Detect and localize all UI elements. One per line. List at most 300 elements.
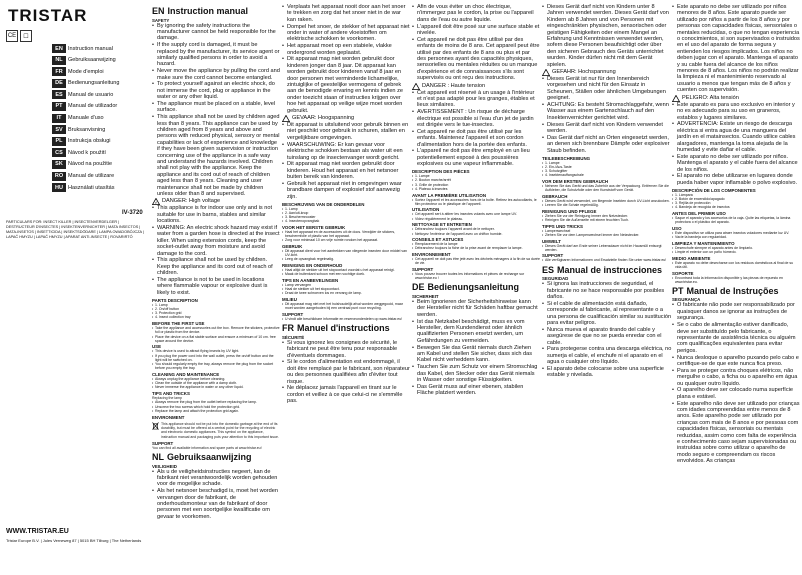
language-index-item: [52, 159, 152, 170]
fr-small-sections: [412, 169, 540, 280]
list-item: • O aparelho deve ser colocado numa superfície plana e estável.: [672, 387, 800, 400]
list-item: • Dit apparaat is uitsluitend voor gebruik binnen en niet geschikt voor gebruik in schuren, stallen en vergelijkbare omgevingen.: [282, 122, 410, 141]
list-item: • Maak de buitenkant schoon met een vochtige doek.: [282, 272, 410, 276]
subheading: VOR DEM ERSTEN GEBRAUCH: [542, 178, 609, 184]
small-list: [282, 207, 410, 224]
list-item: • Dieses Gerät darf nicht von Kindern unter 8 Jahren verwendet werden. Dieses Gerät darf von Kindern ab 8 Jahren und von Personen mit eingeschränkten physischen, sensorischen oder geistigen Fähigkeiten oder einem Mangel an Erfahrung und Kenntnissen verwendet werden, sofern diese Personen beaufsichtigt oder über den sicheren Gebrauch des Geräts unterrichtet wurden. Kinder dürfen nicht mit dem Gerät spielen.: [542, 4, 672, 68]
language-index-item: [52, 66, 152, 77]
subheading: SUPPORT: [412, 267, 434, 273]
flag-icon: DE: [52, 79, 66, 88]
ce-mark-icon: CE: [6, 30, 18, 42]
language-label: Bedienungsanleitung: [68, 80, 120, 87]
list-item: • 3. Rejilla de protección: [672, 201, 800, 205]
subheading: VOOR HET EERSTE GEBRUIK: [282, 224, 346, 230]
flag-icon: FR: [52, 67, 66, 76]
subheading-before: BEFORE THE FIRST USE: [152, 321, 205, 327]
list-item: • Leeg de opvangbak regelmatig.: [282, 257, 410, 261]
flag-icon: EN: [52, 44, 66, 53]
flag-icon: ES: [52, 90, 66, 99]
list-item: • WARNING: An electric shock hazard may exist if water from a garden hose is directed at the insect killer. When using extension cords, keep the socket-outlet away from moisture and avoid damage to the cord.: [152, 225, 280, 257]
small-list: [542, 258, 672, 262]
flag-icon: PT: [52, 102, 66, 111]
de-small-sections: [542, 156, 672, 263]
list-item: • Gebruik het apparaat niet in omgevingen waar brandbare dampen of explosief stof aanwezig zijn.: [282, 181, 410, 200]
language-index-item: [52, 78, 152, 89]
list-item: • Das Gerät darf nicht an Orten eingesetzt werden, an denen sich brennbare Dämpfe oder explosiver Staub befinden.: [542, 135, 672, 154]
column-5: [672, 4, 800, 572]
nl-safety-list: [152, 469, 280, 521]
language-label: Manual de utilizare: [68, 173, 115, 180]
list-item: • If the supply cord is damaged, it must be replaced by the manufacturer, its service agent or similarly qualified persons in order to avoid a hazard.: [152, 42, 280, 68]
list-item: • Das Gerät muss auf einer ebenen, stabilen Fläche platziert werden.: [412, 384, 540, 397]
section-heading-pt: [672, 286, 800, 296]
list-item: • Replace the lamp and attach the protection grid again.: [152, 409, 280, 413]
subheading: CONSEILS ET ASTUCES: [412, 237, 464, 243]
list-item: • Para se proteger contra choques elétricos, não mergulhe o cabo, a ficha ou o aparelho em água ou qualquer outro líquido.: [672, 368, 800, 387]
nl-safety-list-cont: [282, 4, 410, 114]
list-item: • Lampenwechsel: [542, 229, 672, 233]
subheading: SUPPORT: [282, 312, 304, 318]
list-item: • Nettoyez l'extérieur de l'appareil avec un chiffon humide.: [412, 232, 540, 236]
warning-text: PELIGRO: Alta tensión: [682, 94, 739, 101]
language-index-item: [52, 171, 152, 182]
subheading: GEBRUIK: [282, 244, 303, 250]
list-item: • Vacíe la bandeja con regularidad.: [672, 235, 800, 239]
environment-text: This appliance should not be put into the domestic garbage at the end of its durability, but must be offered at a central point for the recycling of electric and electronic domestic appliances. This symbol on the appliance, instruction manual and packaging puts your attention to this important issue.: [161, 421, 279, 439]
es-safety-list: [542, 281, 672, 379]
list-item: • Dompel het snoer, de stekker of het apparaat niet onder in water of andere vloeistoffen om elektrische schokken te voorkomen.: [282, 24, 410, 43]
small-list: [282, 317, 410, 321]
list-item: • Alle verfügbaren Informationen und Ersatzteile finden Sie unter www.tristar.eu!: [542, 258, 672, 262]
subheading: MILIEU: [282, 297, 297, 303]
list-item: • Reinigen Sie die Außenseite mit einem feuchten Tuch.: [542, 218, 672, 222]
list-item: • 1. Lámpara: [672, 193, 800, 197]
list-item: • Dieses Gerät wird verwendet, um fliegende Insekten durch UV-Licht anzulocken.: [542, 199, 672, 203]
language-index-item: [52, 136, 152, 147]
high-voltage-warning: [542, 69, 672, 76]
language-index-item: [52, 182, 152, 193]
safety-list: [152, 23, 280, 198]
small-list: [412, 257, 540, 265]
flag-icon: RO: [52, 172, 66, 181]
list-item: • Dit apparaat mag niet worden gebruikt door kinderen jonger dan 8 jaar. Dit apparaat kan worden gebruikt door kinderen vanaf 8 jaar en door personen met verminderde lichamelijke, zintuiglijke of geestelijke vermogens of gebrek aan de benodigde ervaring en kennis indien ze onder toezicht staan of instructies krijgen over hoe het apparaat op veilige wijze moet worden gebruikt.: [282, 56, 410, 114]
subheading-safety: SEGURANÇA: [672, 297, 701, 303]
subheading: GEBRAUCH: [542, 193, 568, 199]
flag-icon: SK: [52, 160, 66, 169]
subheading-environment: ENVIRONMENT: [152, 414, 185, 420]
small-list: [412, 212, 540, 220]
language-label: Használati utasítás: [68, 184, 115, 191]
list-item: • Dieses Gerät ist nur für den Innenbereich vorgesehen und nicht für den Einsatz in Scheunen, Ställen oder ähnlichen Umgebungen geeignet.: [542, 76, 672, 102]
weee-mark-icon: ☐: [20, 30, 32, 42]
list-item: • By ignoring the safety instructions the manufacturer cannot be held responsible for the damage.: [152, 23, 280, 42]
list-item: • Este dispositivo se utiliza para atraer insectos voladores mediante luz UV.: [672, 231, 800, 235]
list-item: • Place the device on a flat stable surface and ensure a minimum of 10 cm. free space around the device.: [152, 335, 280, 343]
section-heading-en: [152, 6, 280, 16]
list-item: • Cet appareil sert à attirer les insectes volants avec une lampe UV.: [412, 212, 540, 216]
list-item: • 3. Beschermrooster: [282, 215, 410, 219]
subheading-cleaning: CLEANING AND MAINTENANCE: [152, 371, 220, 377]
list-item: • Take the appliance and accessories out the box. Remove the stickers, protective foil or plastic from the device.: [152, 326, 280, 334]
website: WWW.TRISTAR.EU: [6, 528, 69, 535]
language-index-item: [52, 89, 152, 100]
subheading: SOPORTE: [672, 270, 694, 276]
fr-safety-list: [282, 340, 410, 405]
list-item: • Este aparato no debe ser utilizado por niños menores de 8 años. Este aparato puede ser utilizado por niños a partir de los 8 años y por personas con capacidades físicas, sensoriales o mentales reducidas, o que no tengan experiencia o conocimientos, si son supervisados o instruidos en el uso del aparato de forma segura y entienden los riesgos implicados. Los niños no deben jugar con el aparato. Mantenga el aparato y su cable fuera del alcance de los niños menores de 8 años. Los niños no podrán realizar la limpieza ni el mantenimiento reservado al usuario a menos que tengan más de 8 años y cuenten con supervisión.: [672, 4, 800, 94]
list-item: • WAARSCHUWING: Er kan gevaar voor elektrische schokken bestaan als water uit een tuinslang op de insectenvanger wordt gericht.: [282, 142, 410, 161]
list-item: • Cet appareil ne doit pas être utilisé par des enfants de moins de 8 ans. Cet appareil peut être utilisé par des enfants de 8 ans ou plus et par des personnes ayant des capacités physiques, sensorielles ou mentales réduites ou un manque d'expérience et de connaissances s'ils sont supervisés ou ont reçu des instructions.: [412, 37, 540, 82]
subheading: BESCHRIJVING VAN DE ONDERDELEN: [282, 201, 365, 207]
list-item: • Cet appareil ne doit pas être utilisé par les enfants. Maintenez l'appareil et son cordon d'alimentation hors de la portée des enfants.: [412, 129, 540, 148]
de-safety-list-cont: [542, 4, 672, 68]
list-item: • 1. Lamp: [152, 303, 280, 307]
list-item: • The appliance is not to be used in locations where flammable vapour or explosive dust is likely to exist.: [152, 277, 280, 296]
list-item: • 1. Lampe: [542, 161, 672, 165]
list-item: • Bewegen Sie das Gerät niemals durch Ziehen am Kabel und stellen Sie sicher, dass sich das Kabel nicht verheddern kann.: [412, 345, 540, 364]
list-item: • Verplaats het apparaat nooit door aan het snoer te trekken en zorg dat het snoer niet in de war kan raken.: [282, 4, 410, 23]
tips-list: [152, 400, 280, 413]
list-item: • 3. Protection grid: [152, 311, 280, 315]
flag-icon: HU: [52, 183, 66, 192]
list-item: • 2. On/off button: [152, 307, 280, 311]
small-list: [282, 268, 410, 276]
subheading: AVANT LA PREMIÈRE UTILISATION: [412, 192, 486, 198]
de-safety-list: [412, 299, 540, 397]
environment-row: [152, 422, 280, 440]
flag-icon: CS: [52, 148, 66, 157]
list-item: • Het apparaat moet op een stabiele, vlakke ondergrond worden geplaatst.: [282, 43, 410, 56]
list-item: • This appliance shall not be used by children aged less than 8 years. This appliance can be used by children aged from 8 years and above and persons with reduced physical, sensory or mental capabilities or lack of experience and knowledge if they have been given supervision or instruction concerning use of the appliance in a safe way and understand the hazards involved. Children shall not play with the appliance. Keep the appliance and its cord out of reach of children aged less than 8 years. Cleaning and user maintenance shall not be made by children unless older than 8 and supervised.: [152, 114, 280, 197]
warning-triangle-icon: [152, 198, 160, 205]
language-label: Instrukcja obsługi: [68, 138, 111, 145]
language-code: NL: [152, 452, 164, 463]
list-item: • 2. Bouton marche/arrêt: [412, 178, 540, 182]
heading-title: Manual de Instruções: [686, 285, 779, 296]
subheading: TIPPS UND TRICKS: [542, 223, 583, 229]
list-item: • Saque el aparato y los accesorios de la caja. Quite las etiquetas, la lámina protectora o el plástico del aparato.: [672, 216, 800, 224]
subheading: REINIGING EN ONDERHOUD: [282, 263, 343, 269]
language-index-item: [52, 43, 152, 54]
parts-list: [152, 303, 280, 320]
language-label: Manuale d'uso: [68, 115, 104, 122]
small-list: [412, 174, 540, 191]
flag-icon: NL: [52, 56, 66, 65]
section-heading-fr: [282, 323, 410, 333]
language-code: FR: [282, 323, 294, 334]
list-item: • 1. Lampe: [412, 174, 540, 178]
list-item: • Draai de twee schroeven los en vervang de lamp.: [282, 291, 410, 295]
language-code: EN: [152, 6, 165, 16]
language-code: PT: [672, 285, 684, 296]
list-item: • El aparato no debe utilizarse en lugares donde pueda haber vapor inflamable o polvo explosivo.: [672, 173, 800, 186]
flag-icon: PL: [52, 137, 66, 146]
language-label: Návod na použitie: [68, 161, 113, 168]
column-4: [542, 4, 672, 572]
language-label: Instruction manual: [68, 45, 113, 52]
language-code: ES: [542, 264, 555, 275]
tips-sub: Replacing the lamp: [152, 396, 182, 401]
list-item: • 3. Schutzgitter: [542, 169, 672, 173]
list-item: • Nehmen Sie das Gerät und das Zubehör aus der Verpackung. Entfernen Sie die Aufkleber, die Schutzfolie oder den Kunststoff vom Gerät.: [542, 184, 672, 192]
small-list: [282, 302, 410, 310]
list-item: • Leeren Sie die Schale regelmäßig.: [542, 203, 672, 207]
list-item: • Zorg voor minimaal 10 cm vrije ruimte rondom het apparaat.: [282, 238, 410, 242]
list-item: • 2. Botón de encendido/apagado: [672, 197, 800, 201]
subheading: LIMPIEZA Y MANTENIMIENTO: [672, 240, 735, 246]
list-item: • L'appareil doit être posé sur une surface stable et nivelée.: [412, 24, 540, 37]
language-label: Manual de usuario: [68, 91, 114, 98]
language-index-item: [52, 101, 152, 112]
list-item: • Dit apparaat dient voor het aantrekken van vliegende insecten door middel van UV-licht.: [282, 249, 410, 257]
warning-text: DANGER: High voltage: [162, 198, 221, 205]
subheading: UTILISATION: [412, 207, 440, 213]
list-item: • Lamp vervangen: [282, 283, 410, 287]
heading-title: Instruction manual: [167, 6, 249, 16]
column-2: [282, 4, 410, 572]
nl-safety-list-2: [282, 122, 410, 200]
list-item: • Si ignora las instrucciones de seguridad, el fabricante no se hace responsable por posibles daños.: [542, 281, 672, 300]
section-heading-es: [542, 265, 672, 275]
subheading-safety: SAFETY: [152, 17, 170, 23]
subheading: ENVIRONNEMENT: [412, 252, 451, 258]
list-item: • 4. Plateau à insectes: [412, 187, 540, 191]
warning-triangle-icon: [282, 115, 290, 122]
language-label: Bruksanvisning: [68, 126, 106, 133]
heading-title: Bedienungsanleitung: [427, 282, 520, 293]
subheading-tips: TIPS AND TRICKS: [152, 391, 190, 397]
list-item: • You should regularly empty the tray, always remove the plug from the socket before you empty the tray.: [152, 362, 280, 370]
list-item: • 4. Insectenopvangbak: [282, 219, 410, 223]
section-heading-de: [412, 282, 540, 292]
svg-text:⚡: ⚡: [154, 200, 158, 206]
list-item: • Este aparelho não deve ser utilizado por crianças com idades compreendidas entre menos de 8 anos. Este aparelho pode ser utilizado por crianças com mais de 8 anos e por pessoas com capacidades físicas, sensoriais ou mentais reduzidas, assim como com falta de experiência e conhecimento caso sejam supervisionadas ou instruídas sobre como utilizar o aparelho de modo seguro e compreendam os riscos envolvidos. As crianças: [672, 401, 800, 465]
subheading-use: USE: [152, 344, 162, 350]
small-list: [412, 198, 540, 206]
safety-list-2: [152, 205, 280, 296]
language-label: Mode d'emploi: [68, 68, 104, 75]
list-item: • Ziehen Sie vor dem Lampenwechsel immer den Netzstecker.: [542, 233, 672, 237]
list-item: • Vous pouvez trouver toutes les informations et pièces de rechange sur www.tristar.eu !: [412, 272, 540, 280]
fr-safety-list-cont: [412, 4, 540, 82]
flag-icon: SV: [52, 125, 66, 134]
certification-marks: [6, 30, 32, 42]
es-safety-list-2: [672, 102, 800, 186]
crossed-bin-icon: [152, 422, 159, 430]
list-item: • Este aparato es para uso exclusivo en interior y no es adecuado para su uso en graneros, establos y lugares similares.: [672, 102, 800, 121]
subheading-safety: SEGURIDAD: [542, 276, 569, 282]
language-index-item: [52, 124, 152, 135]
list-item: • 4. Insektenauffangschale: [542, 173, 672, 177]
small-list: [542, 244, 672, 252]
column-1: [152, 4, 280, 572]
cover-column: [0, 0, 152, 575]
list-item: • Débranchez toujours la fiche de la prise avant de remplacer la lampe.: [412, 246, 540, 250]
language-code: DE: [412, 282, 425, 293]
list-item: • Als het netsnoer beschadigd is, moet het worden vervangen door de fabrikant, de onderhoudsmonteur van de fabrikant of door personen met een soortgelijke kwalificatie om gevaar te voorkomen.: [152, 488, 280, 520]
list-item: • Als u de veiligheidsinstructies negeert, kan de fabrikant niet verantwoordelijk worden gehouden voor de mogelijke schade.: [152, 469, 280, 488]
small-list: [672, 216, 800, 224]
high-voltage-warning: [672, 95, 800, 102]
small-list: [412, 272, 540, 280]
high-voltage-warning: [412, 83, 540, 90]
list-item: • Encontrará toda la información disponible y las piezas de repuesto en www.tristar.eu.: [672, 276, 800, 284]
pt-safety-list: [672, 302, 800, 464]
warning-triangle-icon: [542, 69, 550, 76]
subheading: SUPPORT: [542, 253, 564, 259]
subheading-parts: PARTS DESCRIPTION: [152, 297, 198, 303]
list-item: • Desenchufe siempre el aparato antes de limpiarlo.: [672, 246, 800, 250]
flag-icon: IT: [52, 114, 66, 123]
list-item: • 2. Aan/uit-knop: [282, 211, 410, 215]
es-small-sections: [672, 188, 800, 284]
list-item: • This device is used to attract flying insects by UV light.: [152, 349, 280, 353]
list-item: • Nunca mueva el aparato tirando del cable y asegúrese de que no se pueda enredar con el cable.: [542, 327, 672, 346]
list-item: • To protect yourself against an electric shock, do not immerse the cord, plug or appliance in the water or any other liquid.: [152, 81, 280, 100]
section-heading-nl: [152, 452, 280, 462]
warning-text: GEVAAR: Hoogspanning: [292, 115, 355, 122]
list-item: • Always unplug the appliance before cleaning.: [152, 377, 280, 381]
list-item: • Débranchez toujours l'appareil avant de le nettoyer.: [412, 227, 540, 231]
warning-triangle-icon: [412, 83, 420, 90]
small-list: [412, 242, 540, 250]
list-item: • Nunca desloque o aparelho puxando pelo cabo e certifique-se de que este nunca fica preso.: [672, 355, 800, 368]
product-names: PARTICULARS FOR: INSECT KILLER | INSECTENVERDELGER | DESTRUCTEUR D'INSECTES | INSEKTENVERNICHTER | MATA INSECTOS | MATA-INSETOS | INSETTICIDA | INSEKTSDÖDARE | LAMPA OWADOBÓJCZA | LAPAČ HMYZU | LAPAČ HMYZU | APARAT ANTI-INSECTE | ROVARIRTÓ: [6, 220, 144, 239]
list-item: • Dit apparaat mag niet worden gebruikt door kinderen. Houd het apparaat en het netsnoer buiten bereik van kinderen.: [282, 161, 410, 180]
list-item: • Ziehen Sie vor der Reinigung immer den Netzstecker.: [542, 214, 672, 218]
list-item: • Si le cordon d'alimentation est endommagé, il doit être remplacé par le fabricant, son réparateur ou des personnes qualifiées afin d'éviter tout risque.: [282, 359, 410, 385]
subheading: MEDIO AMBIENTE: [672, 255, 711, 261]
warning-text: GEFAHR: Hochspannung: [552, 69, 616, 76]
small-list: [672, 246, 800, 254]
list-item: • Dieses Gerät darf am Ende seiner Lebensdauer nicht im Hausmüll entsorgt werden.: [542, 244, 672, 252]
list-item: • 4. Insect collection tray: [152, 315, 280, 319]
small-list: [672, 261, 800, 269]
language-label: Návod k použití: [68, 149, 106, 156]
list-item: • If you plug the power cord into the wall outlet, press the on/off button and the light will be switched on.: [152, 354, 280, 362]
list-item: • 1. Lamp: [282, 207, 410, 211]
high-voltage-warning: [282, 115, 410, 122]
subheading-safety: SÉCURITÉ: [282, 334, 305, 340]
list-item: • This appliance is for indoor use only and is not suitable for use in barns, stables and similar locations.: [152, 205, 280, 224]
small-list: [672, 193, 800, 210]
list-item: • AVERTISSEMENT : Un risque de décharge électrique est possible si l'eau d'un jet de jardin est dirigée vers le tue-insectes.: [412, 109, 540, 128]
subheading: ANTES DEL PRIMER USO: [672, 210, 726, 216]
column-3: [412, 4, 540, 572]
small-list: [542, 214, 672, 222]
brand-logo: TRISTAR: [8, 6, 88, 25]
small-list: [542, 184, 672, 192]
language-index-item: [52, 113, 152, 124]
list-item: • Ist das Netzkabel beschädigt, muss es vom Hersteller, dem Kundendienst oder ähnlich qualifizierten Personen ersetzt werden, um Gefährdungen zu vermeiden.: [412, 319, 540, 345]
list-item: • 2. Ein-/Aus-Taste: [542, 165, 672, 169]
company-address: Tristar Europe B.V. | Jules Verneweg 87 | 5015 BH Tilburg | The Netherlands: [6, 538, 142, 543]
list-item: • Remplacement de la lampe: [412, 242, 540, 246]
list-item: • Si el cable de alimentación está dañado, corresponde al fabricante, al representante o a una persona de cualificación similar su sustitución para evitar peligros.: [542, 301, 672, 327]
list-item: • Limpie el exterior con un paño húmedo.: [672, 250, 800, 254]
list-item: • Beim Ignorieren der Sicherheitshinweise kann der Hersteller nicht für Schäden haftbar gemacht werden.: [412, 299, 540, 318]
list-item: • U vindt alle beschikbare informatie en reserveonderdelen op www.tristar.eu!: [282, 317, 410, 321]
list-item: • Este aparato no debe desecharse con los residuos domésticos al final de su vida útil.: [672, 261, 800, 269]
list-item: • Never move the appliance by pulling the cord and make sure the cord cannot become entangled.: [152, 68, 280, 81]
list-item: • Tauchen Sie zum Schutz vor einem Stromschlag das Kabel, den Stecker oder das Gerät niemals in Wasser oder sonstige Flüssigkeiten.: [412, 364, 540, 383]
list-item: • This appliance shall not be used by children. Keep the appliance and its cord out of reach of children.: [152, 257, 280, 276]
list-item: • 4. Bandeja de recogida de insectos: [672, 205, 800, 209]
list-item: • Dit apparaat mag niet met het huishoudelijk afval worden weggegooid, maar moet worden aangeboden bij een centraal punt voor recycling.: [282, 302, 410, 310]
list-item: • Este aparato no debe ser utilizado por niños. Mantenga el aparato y el cable fuera del alcance de los niños.: [672, 154, 800, 173]
small-list: [672, 231, 800, 239]
list-item: • Clean the outside of the appliance with a damp cloth.: [152, 381, 280, 385]
use-list: [152, 349, 280, 370]
heading-title: Manuel d'instructions: [297, 323, 390, 334]
list-item: • Dieses Gerät darf nicht von Kindern verwendet werden.: [542, 122, 672, 135]
warning-triangle-icon: [672, 95, 680, 102]
list-item: • L'appareil ne doit pas être employé en un lieu potentiellement exposé à des poussières explosives ou une vapeur inflammable.: [412, 148, 540, 167]
list-item: • Ne déplacez jamais l'appareil en tirant sur le cordon et veillez à ce que celui-ci ne s'emmêle pas.: [282, 385, 410, 404]
small-list: [412, 227, 540, 235]
list-item: • ACHTUNG: Es besteht Stromschlaggefahr, wenn Wasser aus einem Gartenschlauch auf den Insektenvernichter gerichtet wird.: [542, 102, 672, 121]
list-item: • Never immerse the appliance in water or any other liquid.: [152, 385, 280, 389]
subheading: UMWELT: [542, 238, 561, 244]
subheading: DESCRIPCIÓN DE LOS COMPONENTES: [672, 187, 756, 193]
cleaning-list: [152, 377, 280, 390]
small-list: [282, 283, 410, 296]
language-label: Gebruiksaanwijzing: [68, 57, 116, 64]
support-text: You can find all available information and spare parts at www.tristar.eu!: [152, 445, 262, 450]
subheading: USO: [672, 225, 682, 231]
de-safety-list-2: [542, 76, 672, 154]
warning-text: DANGER : Haute tension: [422, 82, 486, 89]
subheading: TEILEBESCHREIBUNG: [542, 155, 591, 161]
es-safety-list-cont: [672, 4, 800, 94]
subheading: DESCRIPTION DES PIÈCES: [412, 169, 470, 175]
list-item: • Videz régulièrement le plateau.: [412, 217, 540, 221]
small-list: [542, 199, 672, 207]
list-item: • O fabricante não pode ser responsabilizado por quaisquer danos se ignorar as instruções de segurança.: [672, 302, 800, 321]
fr-safety-list-2: [412, 90, 540, 168]
heading-title: Gebruiksaanwijzing: [167, 452, 252, 463]
language-index-item: [52, 147, 152, 158]
list-item: • Se o cabo de alimentação estiver danificado, deve ser substituído pelo fabricante, o representante de assistência técnica ou alguém com qualificações equivalentes para evitar perigos.: [672, 322, 800, 354]
list-item: • ADVERTENCIA: Existe un riesgo de descarga eléctrica si entra agua de una manguera del jardín en el matainsectos. Cuando utilice cables alargadores, mantenga la toma alejada de la humedad y evite dañar el cable.: [672, 121, 800, 153]
list-item: • 3. Grille de protection: [412, 183, 540, 187]
language-index-item: [52, 55, 152, 66]
list-item: • Haal het apparaat en de accessoires uit de doos. Verwijder de stickers, beschermfolie of plastic van het apparaat.: [282, 230, 410, 238]
small-list: [542, 161, 672, 178]
small-list: [282, 230, 410, 243]
nl-small-sections: [282, 202, 410, 322]
model-number: IV-3720: [122, 210, 143, 216]
subheading: NETTOYAGE ET ENTRETIEN: [412, 222, 472, 228]
high-voltage-warning: [152, 198, 280, 205]
list-item: • El aparato debe colocarse sobre una superficie estable y nivelada.: [542, 366, 672, 379]
before-list: [152, 326, 280, 343]
small-list: [672, 276, 800, 284]
subheading: TIPS EN AANBEVELINGEN: [282, 278, 339, 284]
list-item: • Para protegerse contra una descarga eléctrica, no sumerja el cable, el enchufe ni el aparato en el agua o cualquier otro líquido.: [542, 346, 672, 365]
list-item: • Si vous ignorez les consignes de sécurité, le fabricant ne peut être tenu pour responsable d'éventuels dommages.: [282, 340, 410, 359]
list-item: • Always remove the plug from the outlet before replacing the lamp.: [152, 400, 280, 404]
subheading-safety: SICHERHEIT: [412, 293, 439, 299]
list-item: • Cet appareil ne doit pas être jeté avec les déchets ménagers à la fin de sa durée de vie.: [412, 257, 540, 265]
list-item: • Sortez l'appareil et les accessoires hors de la boîte. Retirez les autocollants, le film protecteur ou le plastique de l'appareil.: [412, 198, 540, 206]
list-item: • Afin de vous éviter un choc électrique, n'immergez pas le cordon, la prise ou l'appareil dans de l'eau ou autre liquide.: [412, 4, 540, 23]
heading-title: Manual de instrucciones: [557, 264, 663, 275]
list-item: • Haal altijd de stekker uit het stopcontact voordat u het apparaat reinigt.: [282, 268, 410, 272]
subheading-support: SUPPORT: [152, 440, 174, 446]
list-item: • Haal de stekker uit het stopcontact.: [282, 287, 410, 291]
small-list: [282, 249, 410, 262]
language-index: [52, 43, 152, 194]
